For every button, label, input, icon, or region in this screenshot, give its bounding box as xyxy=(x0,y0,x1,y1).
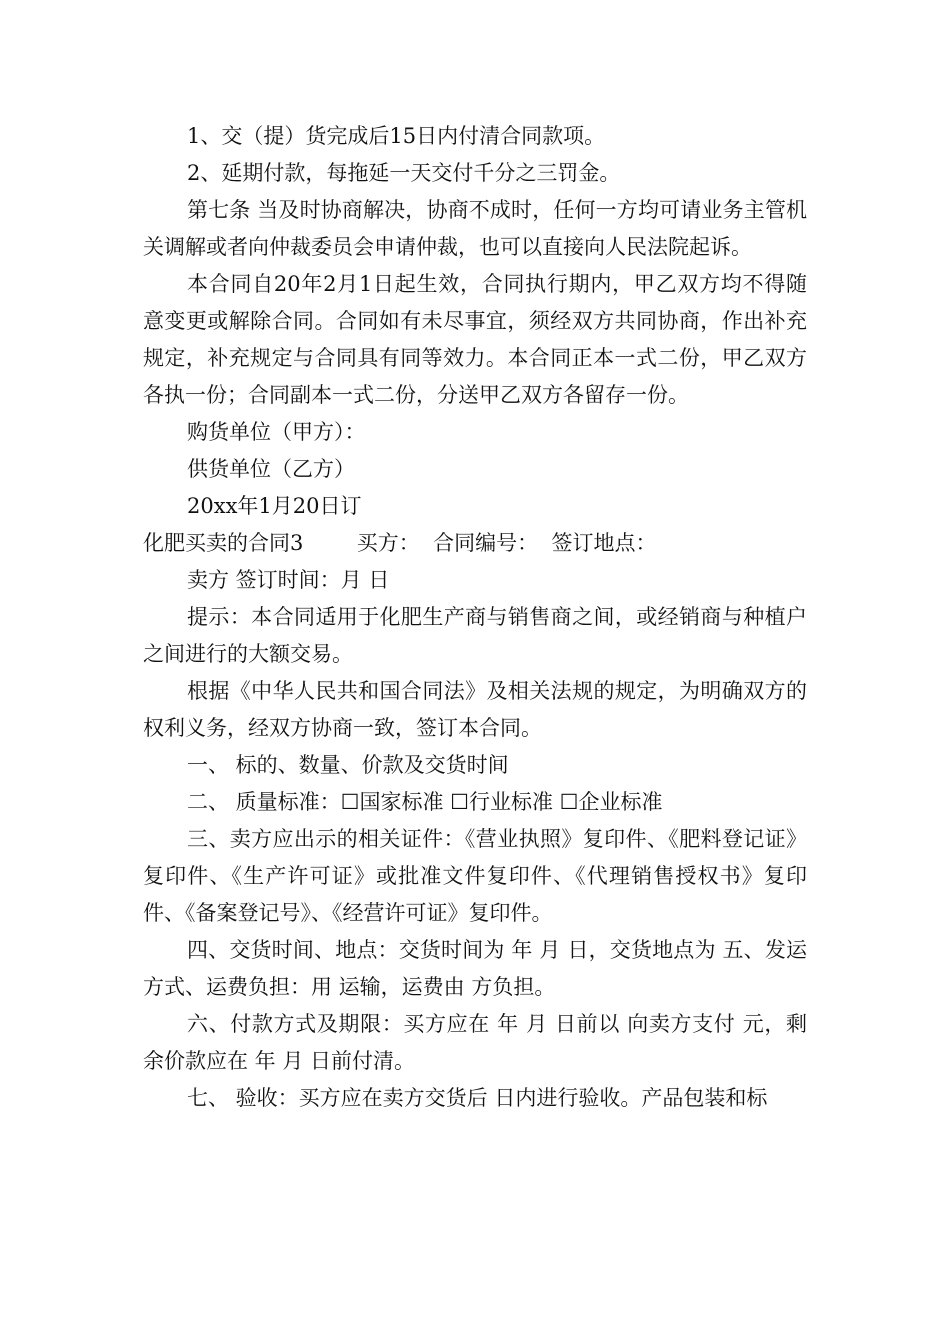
paragraph-hint: 提示：本合同适用于化肥生产商与销售商之间，或经销商与种植户之间进行的大额交易。 xyxy=(143,605,807,666)
paragraph-buyer-unit: 购货单位（甲方）： xyxy=(187,420,366,444)
paragraph-clause-6: 六、付款方式及期限：买方应在 年 月 日前以 向卖方支付 元，剩余价款应在 年 月 日前付清。 xyxy=(143,1012,807,1073)
paragraph-clause-1: 一、 标的、数量、价款及交货时间 xyxy=(187,753,509,777)
paragraph-contract-3-header: 化肥买卖的合同3 买方： 合同编号： 签订地点： xyxy=(143,531,657,555)
paragraph-article-7: 第七条 当及时协商解决，协商不成时，任何一方均可请业务主管机关调解或者向仲裁委员会申请仲裁，也可以直接向人民法院起诉。 xyxy=(143,198,807,259)
paragraph-seller-sign-time: 卖方 签订时间：月 日 xyxy=(187,568,390,592)
document-body xyxy=(143,118,807,1117)
paragraph-supplier-unit: 供货单位（乙方） xyxy=(187,457,355,481)
paragraph-clause-7: 七、 验收：买方应在卖方交货后 日内进行验收。产品包装和标 xyxy=(187,1086,768,1110)
paragraph-clause-3: 三、卖方应出示的相关证件：《营业执照》复印件、《肥料登记证》复印件、《生产许可证》或批准文件复印件、《代理销售授权书》复印件、《备案登记号》、《经营许可证》复印件。 xyxy=(143,827,807,925)
paragraph-clause-4-5: 四、交货时间、地点：交货时间为 年 月 日，交货地点为 五、发运方式、运费负担：用 运输，运费由 方负担。 xyxy=(143,938,807,999)
paragraph-payment-term-1: 1、交（提）货完成后15日内付清合同款项。 xyxy=(187,124,606,148)
paragraph-legal-basis: 根据《中华人民共和国合同法》及相关法规的规定，为明确双方的权利义务，经双方协商一致，签订本合同。 xyxy=(143,679,807,740)
paragraph-effective-date: 本合同自20年2月1日起生效，合同执行期内，甲乙双方均不得随意变更或解除合同。合同如有未尽事宜，须经双方共同协商，作出补充规定，补充规定与合同具有同等效力。本合同正本一式二份，甲乙双方各执一份；合同副本一式二份，分送甲乙双方各留存一份。 xyxy=(143,272,807,407)
paragraph-sign-date: 20xx年1月20日订 xyxy=(187,494,362,518)
paragraph-payment-term-2: 2、延期付款，每拖延一天交付千分之三罚金。 xyxy=(187,161,621,185)
paragraph-clause-2: 二、 质量标准：☐国家标准 ☐行业标准 ☐企业标准 xyxy=(187,790,663,814)
